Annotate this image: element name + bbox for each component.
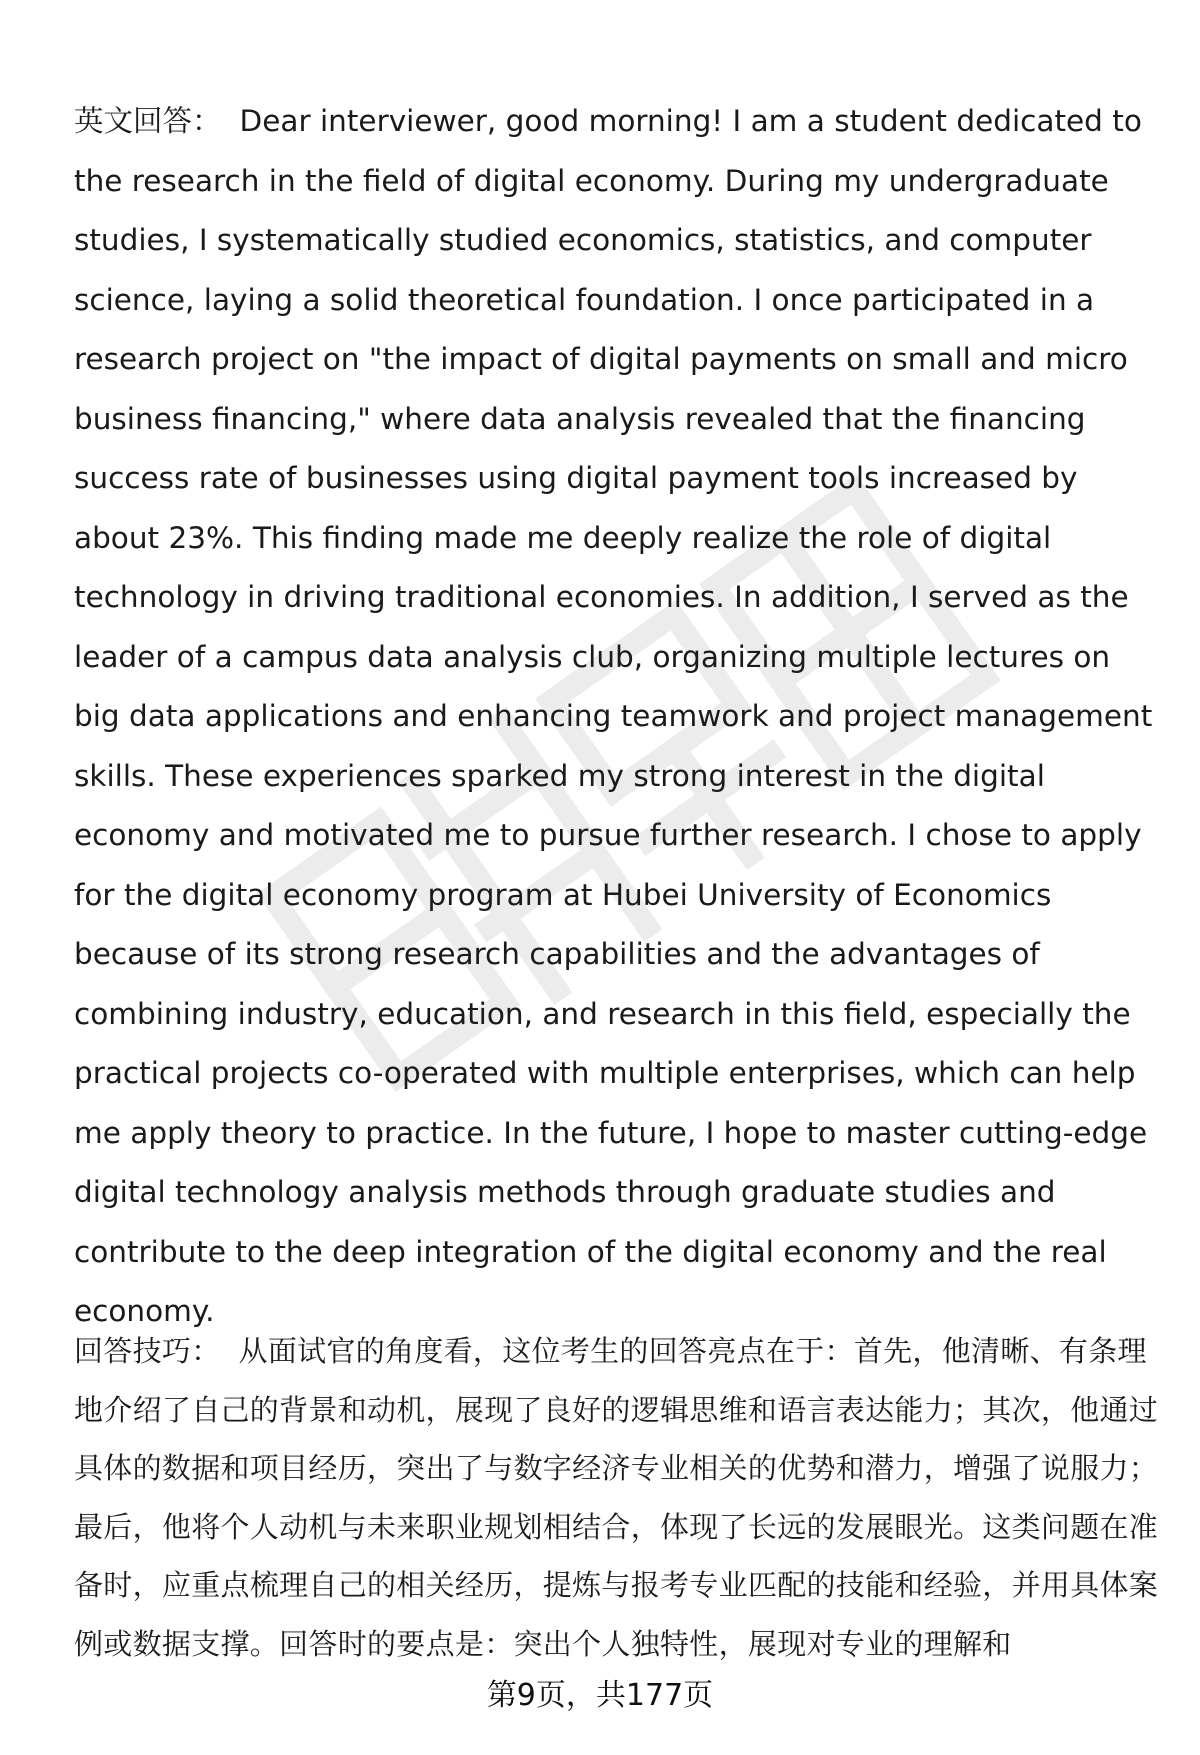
answer-tips-paragraph [74,1322,1160,1673]
english-answer-label: 英文回答： [74,104,222,138]
page-number: 第9页，共177页 [486,1678,714,1713]
answer-tips-label: 回答技巧： [74,1334,221,1368]
answer-tips-text: 从面试官的角度看，这位考生的回答亮点在于：首先，他清晰、有条理地介绍了自己的背景和动机，展现了良好的逻辑思维和语言表达能力；其次，他通过具体的数据和项目经历，突出了与数字经济专业相关的优势和潜力，增强了说服力；最后，他将个人动机与未来职业规划相结合，体现了长远的发展眼光。这类问题在准备时，应重点梳理自己的相关经历，提炼与报考专业匹配的技能和经验，并用具体案例或数据支撑。回答时的要点是：突出个人独特性，展现对专业的理解和 [74,1334,1159,1661]
english-answer-paragraph [74,92,1160,1342]
english-answer-text: Dear interviewer, good morning! I am a student dedicated to the research in the field of digital economy. During my undergraduate studies, I systematically studied economics, statistics, and computer science, laying a solid theoretical foundation. I once participated in a research project on "the impact of digital payments on small and micro business financing," where data analysis revealed that the financing success rate of businesses using digital payment tools increased by about 23%. This finding made me deeply realize the role of digital technology in driving traditional economies. In addition, I served as the leader of a campus data analysis club, organizing multiple lectures on big data applications and enhancing teamwork and project management skills. These experiences sparked my strong interest in the digital economy and motivated me to pursue further research. I chose to apply for the digital economy program at Hubei University of Economics because of its strong research capabilities and the advantages of combining industry, education, and research in this field, especially the practical projects co-operated with multiple enterprises, which can help me apply theory to practice. In the future, I hope to master cutting-edge digital technology analysis methods through graduate studies and contribute to the deep integration of the digital economy and the real economy. [74,104,1153,1328]
